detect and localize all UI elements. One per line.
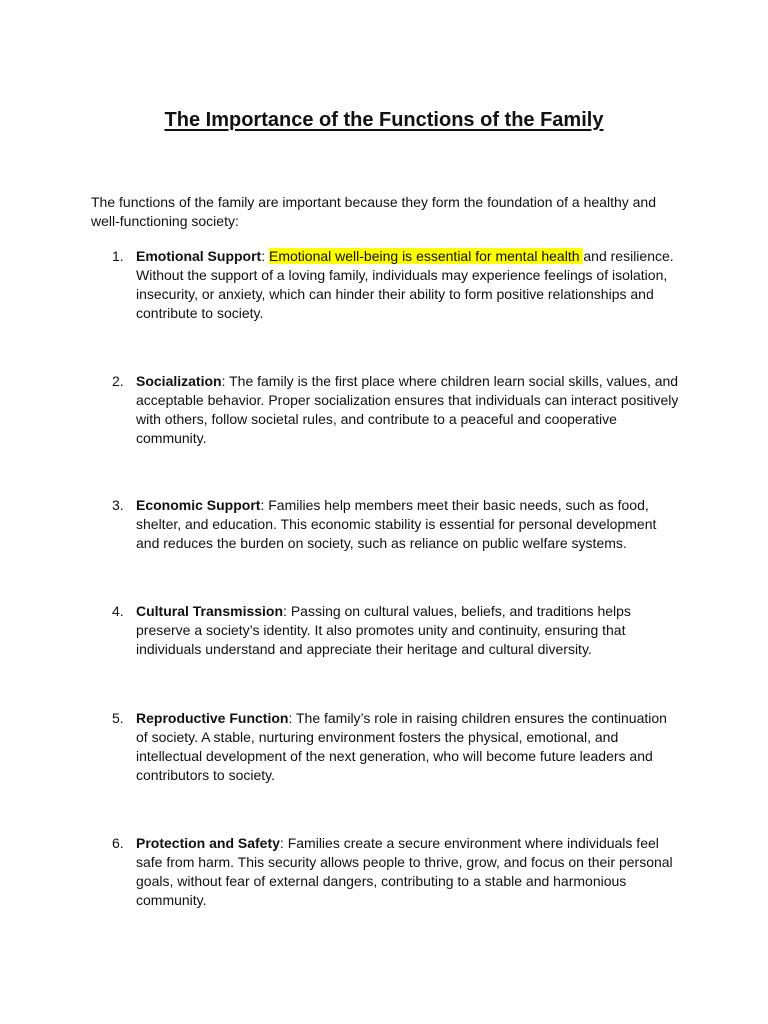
list-item-separator: :	[221, 373, 230, 389]
list-item-text: Families create a secure environment where individuals feel safe from harm. This security allows people to thrive, grow, and focus on their personal goals, without fear of external dangers, contributing to a stable and harmonious community.	[136, 835, 673, 908]
list-item-number: 6.	[112, 835, 124, 851]
list-item-title: Socialization	[136, 373, 222, 389]
list-item-number: 3.	[112, 497, 124, 513]
list-item-number: 1.	[112, 248, 124, 264]
list-item-economic-support	[112, 496, 682, 553]
list-item-separator: :	[261, 248, 269, 264]
intro-paragraph: The functions of the family are important because they form the foundation of a healthy and well-functioning society:	[91, 194, 657, 229]
list-item-title: Protection and Safety	[136, 835, 280, 851]
document-title: The Importance of the Functions of the Family	[164, 109, 604, 131]
list-item-text: The family is the first place where children learn social skills, values, and acceptable behavior. Proper socialization ensures that individuals can interact positively with others, follow societal rules, and contribute to a peaceful and cooperative community.	[136, 373, 679, 446]
list-item-title: Cultural Transmission	[136, 603, 284, 619]
list-item-separator: :	[283, 603, 291, 619]
list-item-separator: :	[279, 835, 288, 851]
list-item-text: Families help members meet their basic needs, such as food, shelter, and education. This economic stability is essential for personal development and reduces the burden on society, such as reliance on public welfare systems.	[136, 497, 657, 551]
list-item-title: Economic Support	[136, 497, 261, 513]
list-item-number: 2.	[112, 373, 124, 389]
list-item-reproductive-function	[112, 709, 682, 785]
list-item-socialization	[112, 372, 682, 448]
list-item-title: Emotional Support	[136, 248, 262, 264]
list-item-text: The family’s role in raising children ensures the continuation of society. A stable, nurturing environment fosters the physical, emotional, and intellectual development of the next generation, who will become future leaders and contributors to society.	[136, 710, 667, 783]
list-item-title: Reproductive Function	[136, 710, 289, 726]
list-item-emotional-support	[112, 247, 682, 323]
list-item-text: Passing on cultural values, beliefs, and traditions helps preserve a society’s identity. It also promotes unity and continuity, ensuring that individuals understand and appreciate their heritage and cultural diversity.	[136, 603, 631, 657]
list-item-separator: :	[260, 497, 269, 513]
highlighted-text: Emotional well-being is essential for mental health	[269, 248, 584, 264]
list-item-cultural-transmission	[112, 602, 682, 659]
list-item-number: 5.	[112, 710, 124, 726]
list-item-number: 4.	[112, 603, 124, 619]
list-item-separator: :	[288, 710, 296, 726]
list-item-text: and resilience. Without the support of a loving family, individuals may experience feelings of isolation, insecurity, or anxiety, which can hinder their ability to form positive relationships and contribute to society.	[136, 248, 674, 321]
list-item-protection-and-safety	[112, 834, 682, 910]
